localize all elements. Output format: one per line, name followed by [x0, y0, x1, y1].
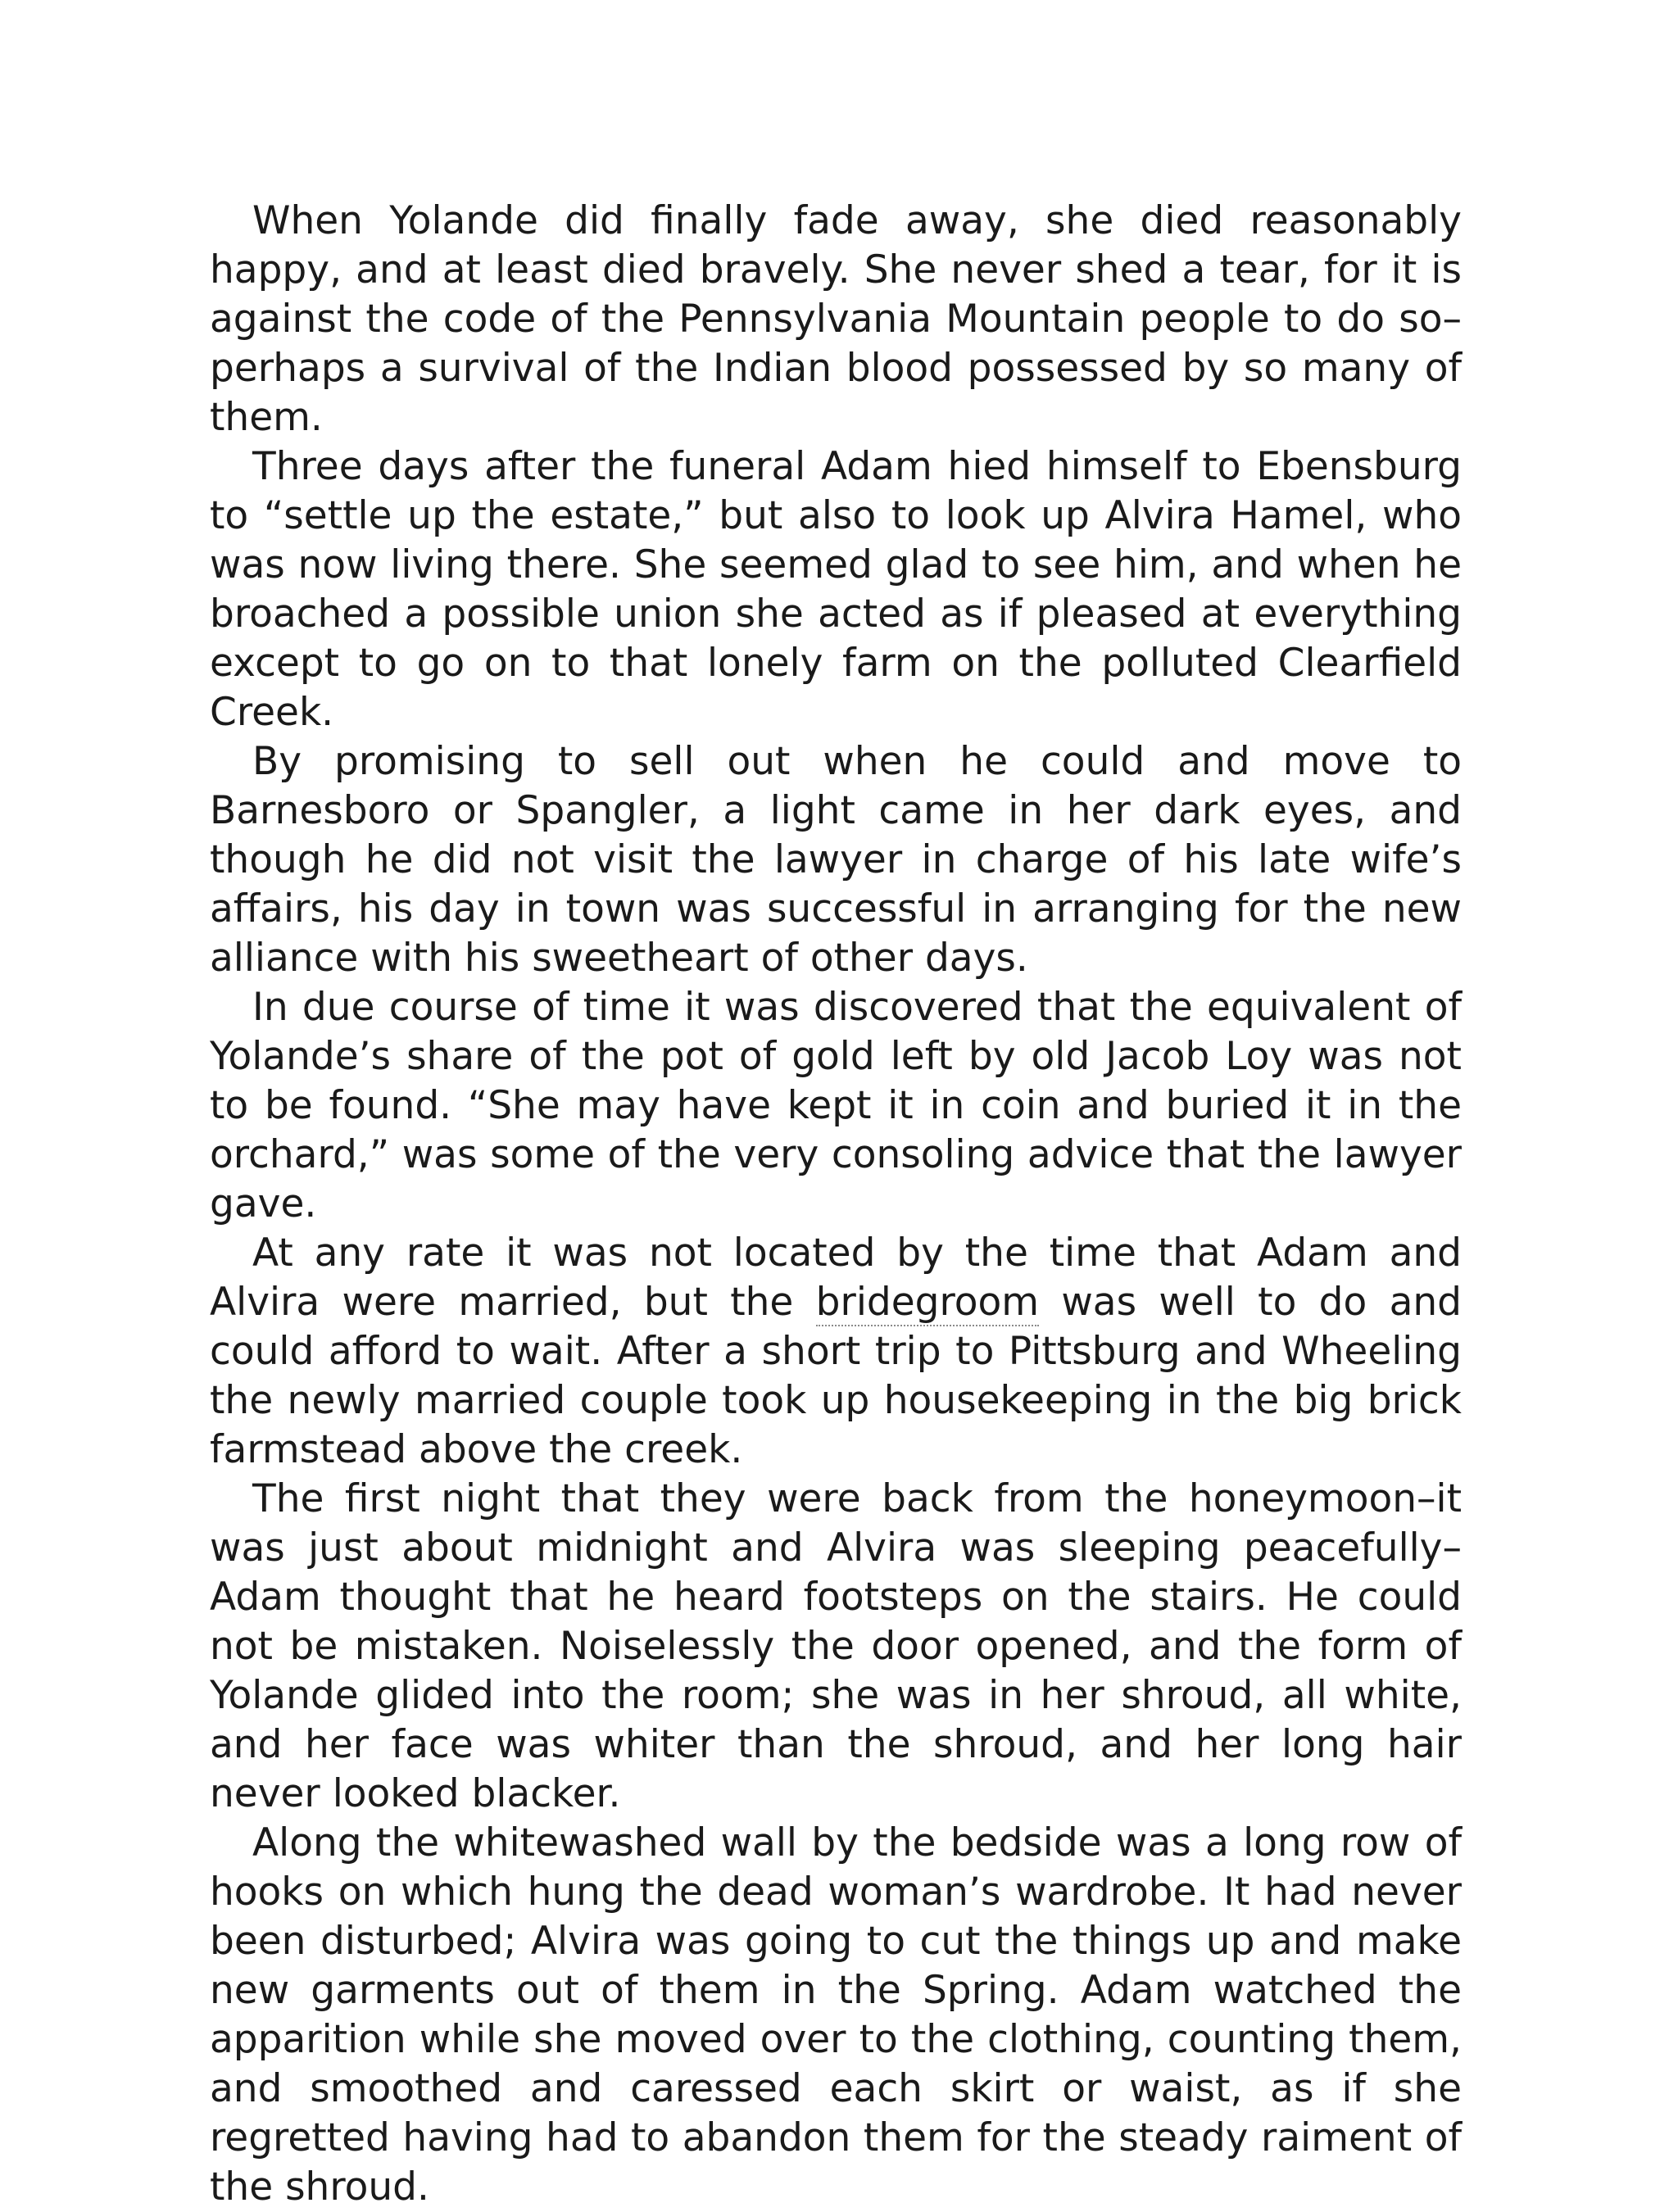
paragraph-7: Along the whitewashed wall by the bedside was a long row of hooks on which hung the dead woman’s wardrobe. It had never been disturbed; Alvira was going to cut the things up and make new garments out of them in the Spring. Adam watched the apparition while she moved over to the clothing, counting them, and smoothed and caressed each skirt or waist, as if she regretted having had to abandon them for the steady raiment of the shroud. [210, 1820, 1462, 2210]
paragraph-6: The first night that they were back from the honeymoon–it was just about midnight and Alvira was sleeping peacefully–Adam thought that he heard footsteps on the stairs. He could not be mistaken. Noiselessly the door opened, and the form of Yolande glided into the room; she was in her shroud, all white, and her face was whiter than the shroud, and her long hair never looked blacker. [210, 1476, 1462, 1816]
paragraph-5-after: was well to do and could afford to wait. After a short trip to Pittsburg and Wheeling the newly married couple took up housekeeping in the big brick farmstead above the creek. [210, 1280, 1462, 1472]
paragraph-3: By promising to sell out when he could and move to Barnesboro or Spangler, a light came in her dark eyes, and though he did not visit the lawyer in charge of his late wife’s affairs, his day in town was successful in arranging for the new alliance with his sweetheart of other days. [210, 739, 1462, 981]
paragraph-5 [210, 1229, 1462, 1475]
document-body [210, 197, 1462, 2212]
paragraph-4: In due course of time it was discovered that the equivalent of Yolande’s share of the pot of gold left by old Jacob Loy was not to be found. “She may have kept it in coin and buried it in the orchard,” was some of the very consoling advice that the lawyer gave. [210, 985, 1462, 1226]
paragraph-2: Three days after the funeral Adam hied himself to Ebensburg to “settle up the estate,” but also to look up Alvira Hamel, who was now living there. She seemed glad to see him, and when he broached a possible union she acted as if pleased at everything except to go on to that lonely farm on the polluted Clearfield Creek. [210, 444, 1462, 735]
bridegroom-link[interactable]: bridegroom [815, 1280, 1040, 1325]
paragraph-1: When Yolande did finally fade away, she died reasonably happy, and at least died bravely. She never shed a tear, for it is against the code of the Pennsylvania Mountain people to do so–perhaps a survival of the Indian blood possessed by so many of them. [210, 198, 1462, 440]
paragraph-5-before: At any rate it was not located by the time that Adam and Alvira were married, but the [210, 1231, 1462, 1325]
